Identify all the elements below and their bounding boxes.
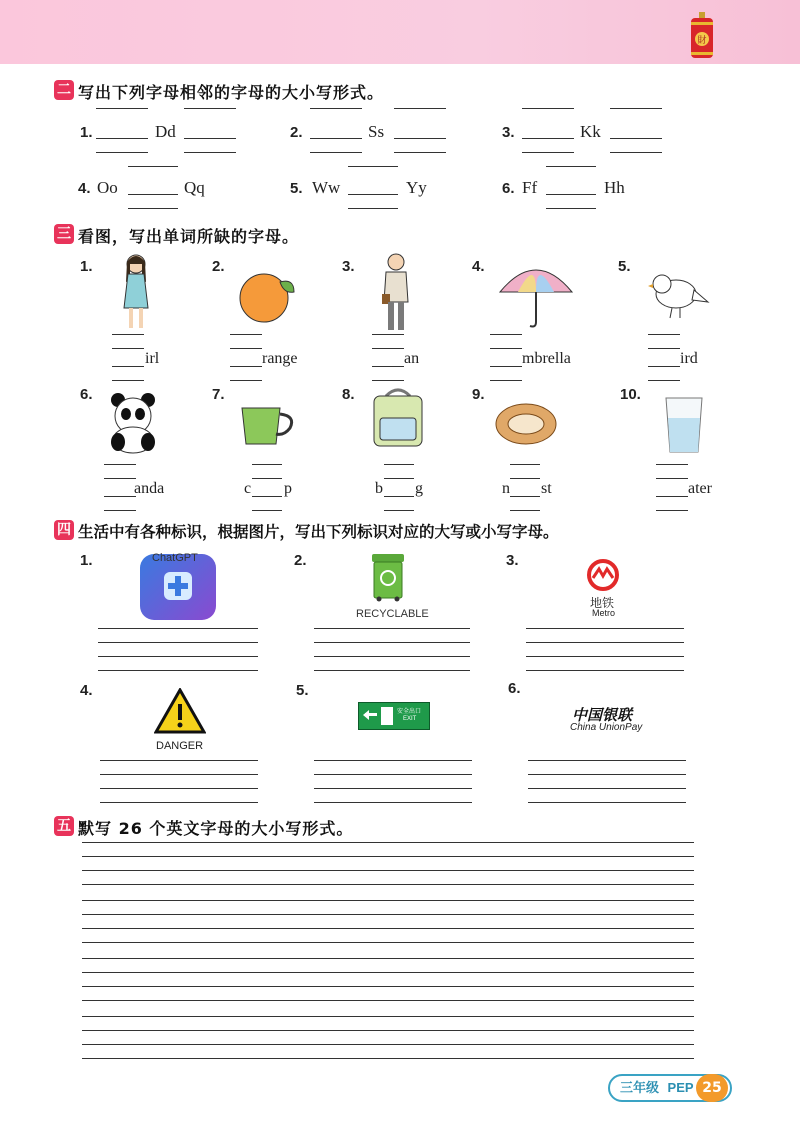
s2-item-5-num: 5.: [290, 180, 303, 197]
top-banner: [0, 0, 800, 64]
s3-item-8-pre: b: [375, 480, 383, 497]
recyclable-label: RECYCLABLE: [356, 608, 429, 620]
section-5-title: 默写 26 个英文字母的大小写形式。: [78, 819, 354, 838]
s2-item-5-left: Ww: [312, 178, 341, 197]
section-4-badge: 四: [54, 520, 74, 540]
s4-item-3-num: 3.: [506, 552, 519, 569]
s2-item-2-num: 2.: [290, 124, 303, 141]
s3-item-1-num: 1.: [80, 258, 93, 275]
s2-item-4-left: Oo: [97, 178, 118, 197]
s3-item-2-fragment: range: [262, 350, 298, 367]
s3-item-7-num: 7.: [212, 386, 225, 403]
unionpay-logo-en: China UnionPay: [570, 722, 643, 733]
s2-item-6-num: 6.: [502, 180, 515, 197]
s4-item-4-num: 4.: [80, 682, 93, 699]
page-number: 25: [696, 1074, 728, 1102]
s2-item-4-right: Qq: [184, 178, 205, 197]
s3-item-4-fragment: mbrella: [522, 350, 571, 367]
s2-item-3-num: 3.: [502, 124, 515, 141]
footer-edition: PEP: [667, 1080, 694, 1095]
section-5-badge: 五: [54, 816, 74, 836]
panda-picture: [108, 392, 158, 454]
s2-item-6-right: Hh: [604, 178, 625, 197]
section-3-title: 看图，写出单词所缺的字母。: [78, 227, 300, 246]
section-2-badge: 二: [54, 80, 74, 100]
footer-grade-edition: [620, 1077, 694, 1096]
chatgpt-label: ChatGPT: [152, 552, 198, 564]
umbrella-picture: [498, 258, 574, 330]
s4-item-2-num: 2.: [294, 552, 307, 569]
writing-lines-area[interactable]: [82, 840, 694, 1068]
s3-item-6-fragment: anda: [134, 480, 165, 497]
s3-item-6-num: 6.: [80, 386, 93, 403]
nest-picture: [494, 400, 558, 446]
s3-item-2-num: 2.: [212, 258, 225, 275]
s4-item-5-num: 5.: [296, 682, 309, 699]
exit-label-cn: 安全出口: [397, 708, 422, 715]
cup-picture: [240, 404, 298, 448]
water-glass-picture: [664, 396, 704, 454]
s2-item-5-right: Yy: [406, 178, 427, 197]
s2-item-6-left: Ff: [522, 178, 538, 197]
metro-label-en: Metro: [592, 608, 616, 618]
s2-item-4-num: 4.: [78, 180, 91, 197]
exit-sign-icon: [358, 702, 430, 730]
bag-picture: [368, 388, 428, 450]
lantern-icon: [688, 12, 716, 62]
s3-item-9-post: st: [541, 480, 552, 497]
footer-grade: 三年级: [620, 1081, 660, 1096]
s3-item-5-fragment: ird: [680, 350, 698, 367]
section-4-title: 生活中有各种标识，根据图片，写出下列标识对应的大写或小写字母。: [78, 523, 559, 541]
recycle-bin-icon: [370, 552, 406, 602]
s2-item-2-letter: Ss: [368, 122, 385, 141]
exit-label-en: EXIT: [403, 716, 417, 722]
s3-item-9-num: 9.: [472, 386, 485, 403]
s2-item-1-letter: Dd: [155, 122, 176, 141]
s3-item-5-num: 5.: [618, 258, 631, 275]
metro-label-cn: 地铁: [590, 596, 615, 610]
s3-item-8-num: 8.: [342, 386, 355, 403]
s3-item-3-fragment: an: [404, 350, 420, 367]
s3-item-7-pre: c: [244, 480, 252, 497]
s3-item-1-fragment: irl: [145, 350, 160, 367]
s3-item-3-num: 3.: [342, 258, 355, 275]
orange-picture: [236, 270, 298, 324]
unionpay-logo-cn: 中国银联: [572, 706, 633, 724]
s3-item-7-post: p: [284, 480, 292, 497]
s3-item-10-fragment: ater: [688, 480, 712, 497]
lantern-char: 財: [697, 36, 707, 46]
s3-item-10-num: 10.: [620, 386, 641, 403]
s4-item-1-num: 1.: [80, 552, 93, 569]
bird-picture: [648, 268, 710, 320]
section-2-title: 写出下列字母相邻的字母的大小写形式。: [78, 83, 385, 102]
metro-icon: [586, 558, 620, 592]
s3-item-9-pre: n: [502, 480, 510, 497]
danger-label: DANGER: [156, 740, 204, 752]
s2-item-1-num: 1.: [80, 124, 93, 141]
s3-item-8-post: g: [415, 480, 423, 497]
s2-item-3-letter: Kk: [580, 122, 601, 141]
girl-picture: [118, 252, 154, 332]
s4-item-6-num: 6.: [508, 680, 521, 697]
danger-icon: [154, 688, 206, 734]
s3-item-4-num: 4.: [472, 258, 485, 275]
man-picture: [378, 252, 414, 334]
section-3-badge: 三: [54, 224, 74, 244]
